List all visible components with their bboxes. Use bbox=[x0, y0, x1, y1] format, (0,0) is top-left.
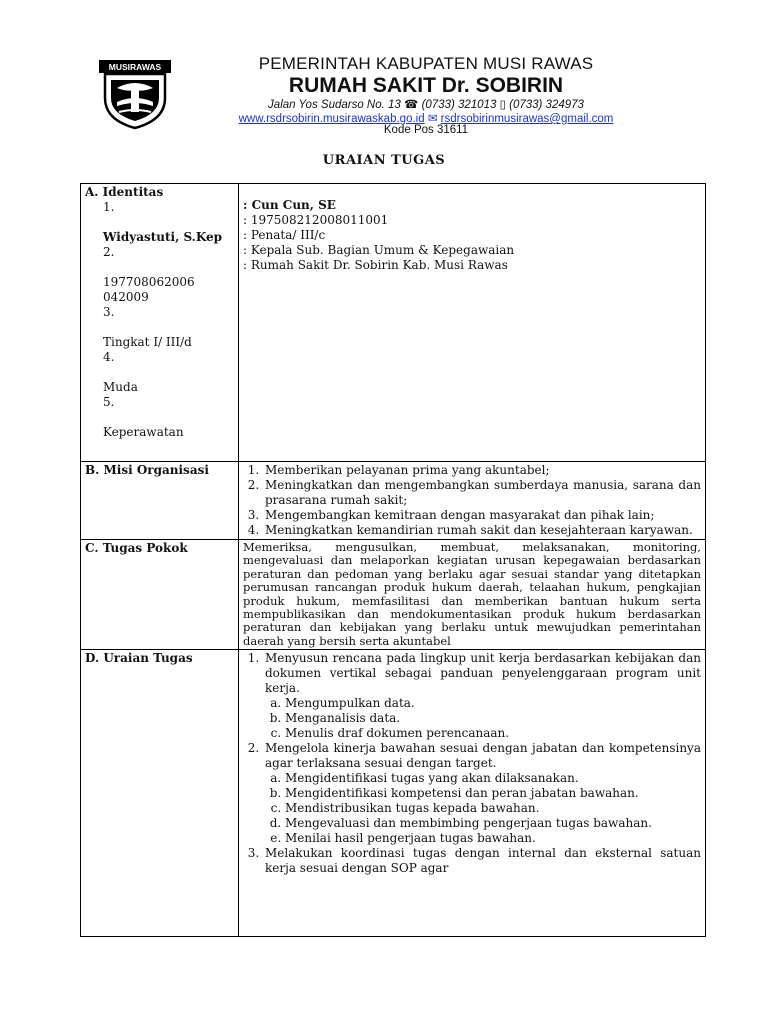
identitas-num: 1. bbox=[103, 200, 115, 214]
email-link[interactable]: rsdrsobirinmusirawas@gmail.com bbox=[440, 113, 614, 125]
job-description-table bbox=[80, 183, 706, 937]
tugas-pokok-text: Memeriksa, mengusulkan, membuat, melaksanakan, monitoring, mengevaluasi dan melaporkan kegiatan urusan kepegawaian berdasarkan peraturan dan pedoman yang berlaku agar sesuai standar yang ditetapkan perumusan rancangan produk hukum daerah, telaahan hukum, pengkajian produk hukum, memfasilitasi dan memberikan bantuan hukum serta mempublikasikan dan mendokumentasikan produk hukum berdasarkan peraturan dan kebijakan yang berlaku untuk mewujudkan pemerintahan daerah yang bersih serta akuntabel bbox=[243, 540, 701, 648]
identitas-right-name: : Cun Cun, SE bbox=[243, 198, 336, 212]
misi-list bbox=[243, 463, 701, 538]
list-item: 3. Mengembangkan kemitraan dengan masyarakat dan pihak lain; bbox=[263, 508, 701, 523]
section-label-identitas: A. Identitas bbox=[85, 185, 164, 199]
list-item: a. Mengumpulkan data. bbox=[285, 696, 701, 711]
address: Jalan Yos Sudarso No. 13 bbox=[268, 99, 401, 111]
uraian-content-cell bbox=[239, 650, 706, 937]
phone-2: (0733) 324973 bbox=[509, 99, 584, 111]
list-item: a. Mengidentifikasi tugas yang akan dilaksanakan. bbox=[285, 771, 701, 786]
uraian-item-text: Menyusun rencana pada lingkup unit kerja berdasarkan kebijakan dan dokumen vertikal sebagai panduan penyelenggaraan program unit kerja. bbox=[265, 651, 701, 696]
envelope-icon: ✉ bbox=[427, 113, 438, 125]
table-row-uraian bbox=[81, 650, 706, 937]
address-line bbox=[200, 97, 652, 111]
list-item: 4. Meningkatkan kemandirian rumah sakit dan kesejahteraan karyawan. bbox=[263, 523, 701, 538]
tugas-pokok-label-cell bbox=[81, 540, 239, 650]
table-row-identitas bbox=[81, 184, 706, 462]
section-label-misi: B. Misi Organisasi bbox=[85, 463, 209, 477]
list-item bbox=[263, 651, 701, 741]
identitas-right-cell bbox=[239, 184, 706, 462]
identitas-right-unit: : Rumah Sakit Dr. Sobirin Kab. Musi Rawas bbox=[243, 258, 508, 272]
identitas-left-cell bbox=[81, 184, 239, 462]
list-item: d. Mengevaluasi dan membimbing pengerjaan tugas bawahan. bbox=[285, 816, 701, 831]
phone-1: (0733) 321013 bbox=[421, 99, 497, 111]
misi-content-cell bbox=[239, 462, 706, 540]
musirawas-logo bbox=[97, 58, 173, 130]
phone-icon: ☎ bbox=[404, 99, 419, 111]
misi-label-cell bbox=[81, 462, 239, 540]
section-label-uraian: D. Uraian Tugas bbox=[85, 651, 193, 666]
list-item: 2. Meningkatkan dan mengembangkan sumberdaya manusia, sarana dan prasarana rumah sakit; bbox=[263, 478, 701, 508]
list-item: b. Mengidentifikasi kompetensi dan peran jabatan bawahan. bbox=[285, 786, 701, 801]
website-link[interactable]: www.rsdrsobirin.musirawaskab.go.id bbox=[238, 113, 425, 125]
table-row-tugas-pokok bbox=[81, 540, 706, 650]
uraian-label-cell bbox=[81, 650, 239, 937]
identitas-value-field: Keperawatan bbox=[103, 425, 184, 439]
logo-text: MUSIRAWAS bbox=[108, 62, 162, 72]
identitas-num: 3. bbox=[103, 305, 115, 319]
identitas-right-rank: : Penata/ III/c bbox=[243, 228, 326, 242]
document-title: URAIAN TUGAS bbox=[322, 153, 446, 168]
uraian-sublist bbox=[265, 696, 701, 741]
contact-line bbox=[200, 111, 652, 125]
uraian-item-text: Mengelola kinerja bawahan sesuai dengan jabatan dan kompetensinya agar terlaksana sesuai dengan target. bbox=[265, 741, 701, 771]
hospital-name: RUMAH SAKIT Dr. SOBIRIN bbox=[288, 74, 564, 97]
list-item: c. Mendistribusikan tugas kepada bawahan. bbox=[285, 801, 701, 816]
list-item: e. Menilai hasil pengerjaan tugas bawahan. bbox=[285, 831, 701, 846]
section-label-tugas-pokok: C. Tugas Pokok bbox=[85, 541, 188, 555]
uraian-sublist bbox=[265, 771, 701, 846]
identitas-value-level: Muda bbox=[103, 380, 138, 394]
identitas-right-nip: : 197508212008011001 bbox=[243, 213, 389, 227]
identitas-value-rank: Tingkat I/ III/d bbox=[103, 335, 192, 349]
identitas-right-position: : Kepala Sub. Bagian Umum & Kepegawaian bbox=[243, 243, 515, 257]
list-item bbox=[263, 846, 701, 876]
tugas-pokok-content-cell bbox=[239, 540, 706, 650]
list-item: b. Menganalisis data. bbox=[285, 711, 701, 726]
identitas-num: 5. bbox=[103, 395, 115, 409]
list-item: 1. Memberikan pelayanan prima yang akuntabel; bbox=[263, 463, 701, 478]
uraian-list bbox=[243, 651, 701, 876]
identitas-value-name: Widyastuti, S.Kep bbox=[103, 230, 223, 244]
list-item: c. Menulis draf dokumen perencanaan. bbox=[285, 726, 701, 741]
table-row-misi bbox=[81, 462, 706, 540]
uraian-item-text: Melakukan koordinasi tugas dengan internal dan eksternal satuan kerja sesuai dengan SOP agar bbox=[265, 846, 701, 876]
fax-icon: ▯ bbox=[499, 99, 506, 111]
identitas-num: 4. bbox=[103, 350, 115, 364]
postal-code: Kode Pos 31611 bbox=[383, 124, 469, 136]
government-name: PEMERINTAH KABUPATEN MUSI RAWAS bbox=[258, 54, 594, 73]
identitas-list bbox=[85, 200, 234, 440]
identitas-num: 2. bbox=[103, 245, 115, 259]
identitas-value-nip: 197708062006 042009 bbox=[103, 275, 195, 304]
list-item bbox=[263, 741, 701, 846]
